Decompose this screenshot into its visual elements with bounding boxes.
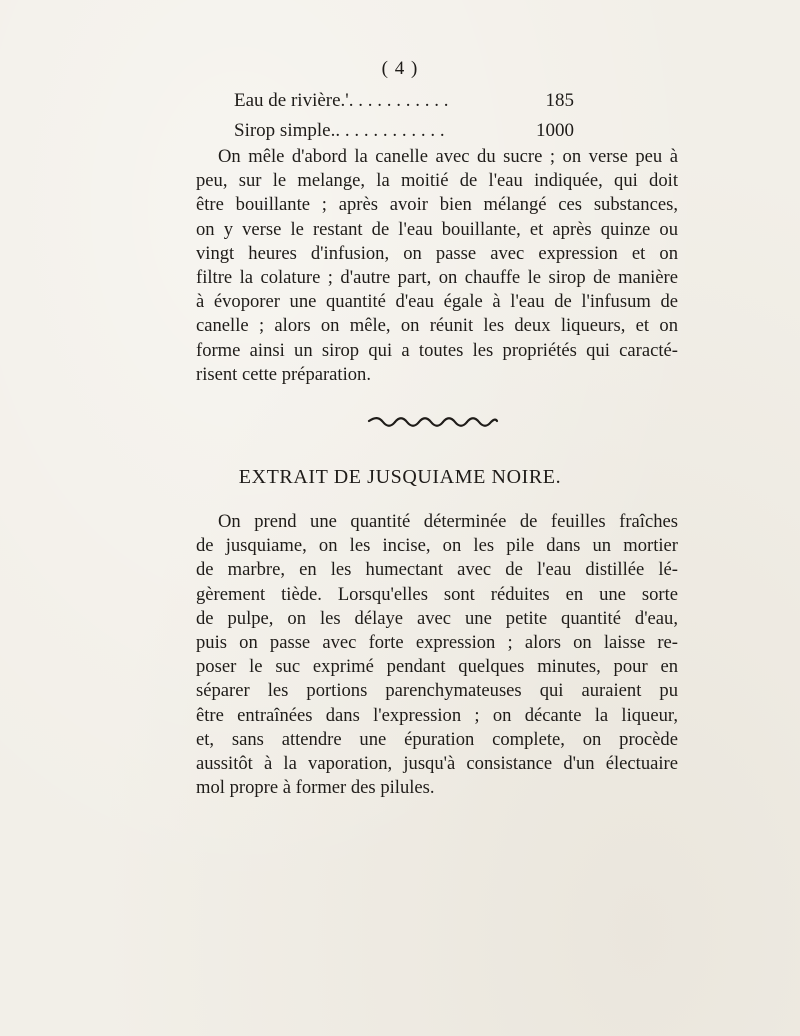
preparation-paragraph xyxy=(196,145,678,387)
text-line: de jusquiame, on les incise, on les pile dans un mortier xyxy=(196,535,678,557)
text-line: poser le suc exprimé pendant quelques minutes, pour en xyxy=(196,656,678,678)
text-line: gèrement tiède. Lorsqu'elles sont réduites en une sorte xyxy=(196,583,678,605)
page-number: ( 4 ) xyxy=(381,58,419,79)
ornament-divider-icon xyxy=(367,416,499,430)
text-line: on y verse le restant de l'eau bouillante, et après quinze ou xyxy=(196,218,678,240)
text-line: aussitôt à la vaporation, jusqu'à consistance d'un électuaire xyxy=(196,753,678,775)
text-line: risent cette préparation. xyxy=(196,363,372,385)
text-line: séparer les portions parenchymateuses qui auraient pu xyxy=(196,680,678,702)
text-line: filtre la colature ; d'autre part, on chauffe le sirop de manière xyxy=(196,267,678,289)
ingredient-name: Eau de rivière.'. . . . . . . . . . . xyxy=(234,90,449,111)
text-line: On mêle d'abord la canelle avec du sucre ; on verse peu à xyxy=(218,146,678,167)
ingredient-name: Sirop simple.. . . . . . . . . . . . xyxy=(234,120,445,141)
text-line: et, sans attendre une épuration complete, on procède xyxy=(196,728,678,750)
ingredient-quantity: 185 xyxy=(545,90,574,111)
extract-paragraph xyxy=(196,510,678,800)
text-line: à évoporer une quantité d'eau égale à l'eau de l'infusum de xyxy=(196,291,678,313)
text-line: forme ainsi un sirop qui a toutes les propriétés qui caracté- xyxy=(196,339,678,361)
ingredient-list xyxy=(234,86,574,146)
text-line: puis on passe avec forte expression ; alors on laisse re- xyxy=(196,632,678,654)
text-line: vingt heures d'infusion, on passe avec expression et on xyxy=(196,242,678,264)
ingredient-row xyxy=(234,86,574,116)
text-line: canelle ; alors on mêle, on réunit les deux liqueurs, et on xyxy=(196,315,678,337)
ingredient-quantity: 1000 xyxy=(536,120,574,141)
text-line: On prend une quantité déterminée de feuilles fraîches xyxy=(218,511,678,532)
text-line: mol propre à former des pilules. xyxy=(196,777,435,799)
text-line: de marbre, en les humectant avec de l'eau distillée lé- xyxy=(196,559,678,581)
text-line: peu, sur le melange, la moitié de l'eau indiquée, qui doit xyxy=(196,170,678,192)
text-line: être entraînées dans l'expression ; on décante la liqueur, xyxy=(196,704,678,726)
ingredient-row xyxy=(234,116,574,146)
section-heading: EXTRAIT DE JUSQUIAME NOIRE. xyxy=(238,466,562,488)
text-line: de pulpe, on les délaye avec une petite quantité d'eau, xyxy=(196,607,678,629)
text-line: être bouillante ; après avoir bien mélangé ces substances, xyxy=(196,194,678,216)
